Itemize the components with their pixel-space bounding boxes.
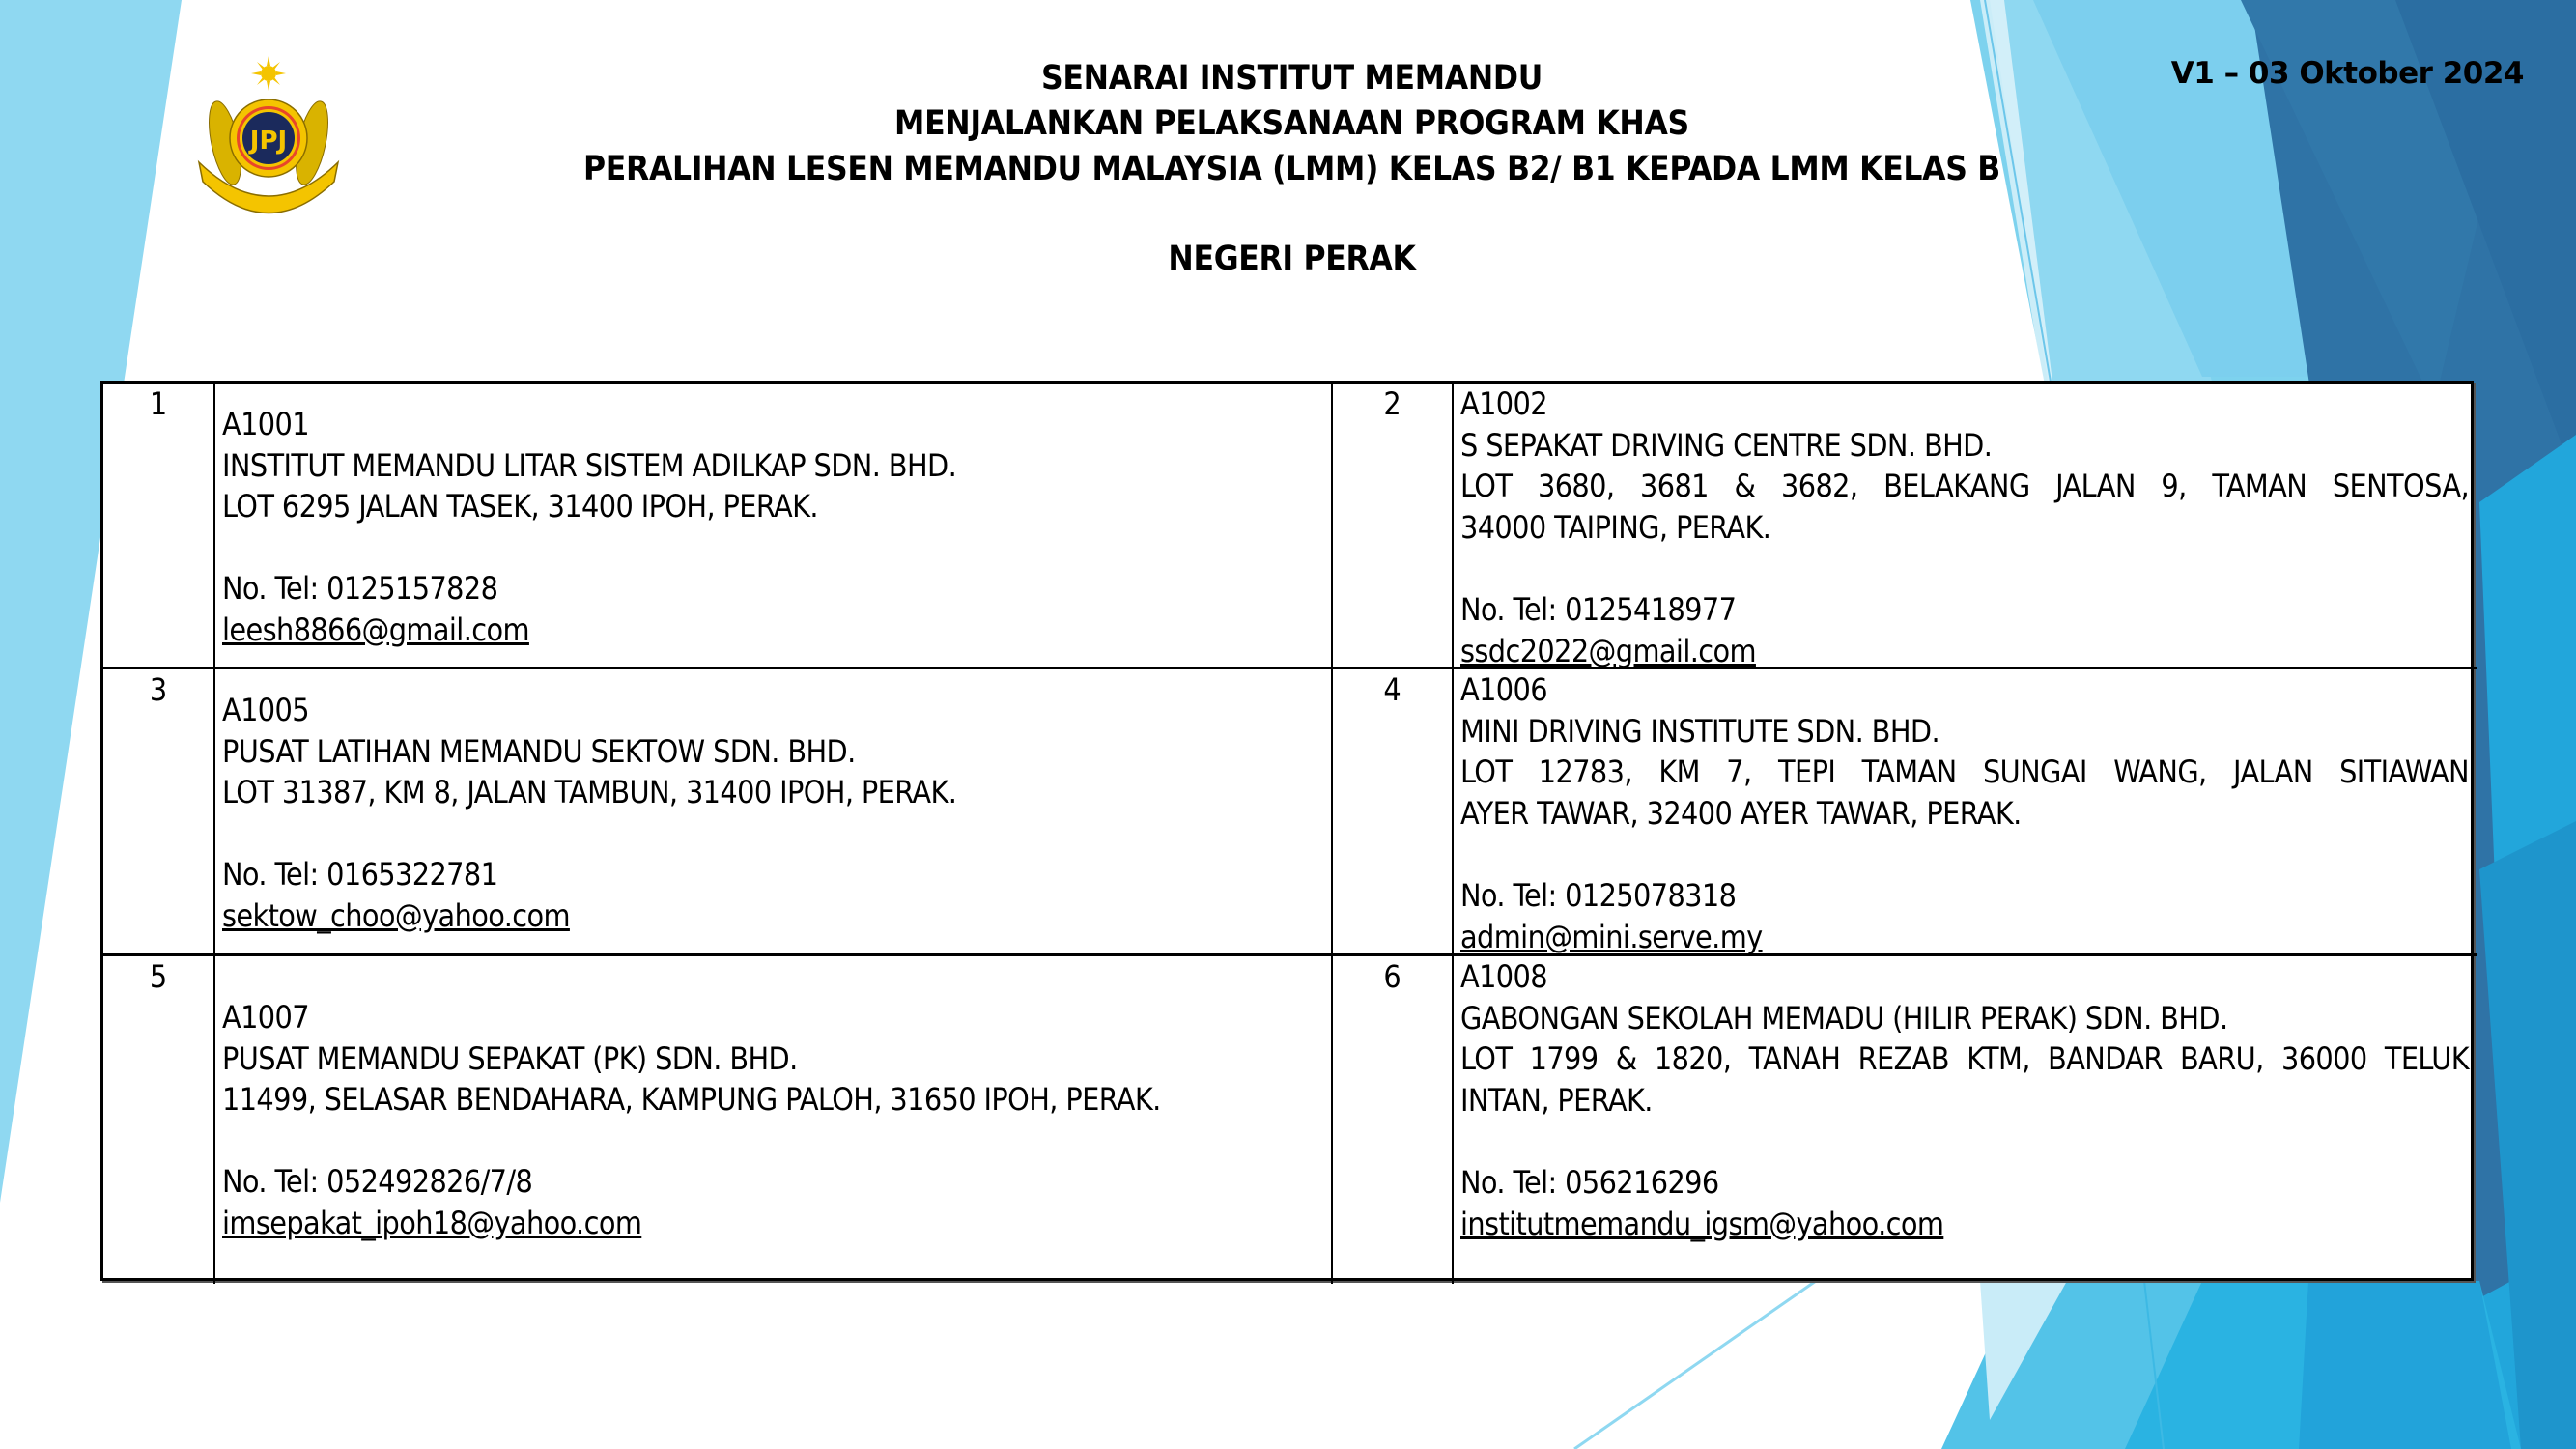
row-number-cell [1333,956,1454,1284]
institute-address: LOT 6295 JALAN TASEK, 31400 IPOH, PERAK. [222,488,818,526]
institute-code: A1006 [1460,671,1547,708]
jpj-crest-icon [182,46,355,220]
institute-name: MINI DRIVING INSTITUTE SDN. BHD. [1460,712,1940,750]
title-line-1: SENARAI INSTITUT MEMANDU [1040,59,1543,98]
row-number: 4 [1383,671,1401,708]
row-number-cell [103,669,215,956]
institute-code: A1002 [1460,385,1547,422]
institute-name: GABONGAN SEKOLAH MEMADU (HILIR PERAK) SDN. BHD. [1460,999,2228,1037]
row-number: 3 [149,671,168,708]
institute-name: PUSAT LATIHAN MEMANDU SEKTOW SDN. BHD. [222,732,856,770]
institute-address: 11499, SELASAR BENDAHARA, KAMPUNG PALOH, 31650 IPOH, PERAK. [222,1081,1161,1119]
institute-code: A1001 [222,406,309,442]
version-date: V1 – 03 Oktober 2024 [2170,56,2524,91]
row-number-cell [1333,669,1454,956]
institute-name: PUSAT MEMANDU SEPAKAT (PK) SDN. BHD. [222,1039,798,1077]
institute-code: A1007 [222,999,309,1036]
institute-phone: No. Tel: 0125418977 [1460,590,1737,628]
institute-phone: No. Tel: 0165322781 [222,856,498,894]
institute-email-link[interactable]: imsepakat_ipoh18@yahoo.com [222,1204,642,1241]
row-number: 5 [149,958,168,995]
institute-entry [1454,956,2477,1284]
svg-text:JPJ: JPJ [249,127,288,156]
state-heading: NEGERI PERAK [1168,240,1416,278]
institute-address-cont: 34000 TAIPING, PERAK. [1460,508,1771,546]
institute-email-link[interactable]: sektow_choo@yahoo.com [222,896,570,934]
institute-phone: No. Tel: 0125157828 [222,570,498,608]
institute-email-link[interactable]: admin@mini.serve.my [1460,918,1763,955]
institute-code: A1008 [1460,958,1547,995]
institute-entry [1454,669,2477,956]
institute-phone: No. Tel: 0125078318 [1460,876,1737,914]
row-number-cell [1333,384,1454,669]
institute-address: LOT 3680, 3681 & 3682, BELAKANG JALAN 9, TAMAN SENTOSA, [1460,468,2469,505]
institute-address-cont: INTAN, PERAK. [1460,1081,1653,1119]
row-number: 2 [1383,385,1401,422]
document-title-block [406,56,2178,282]
institute-address-cont: AYER TAWAR, 32400 AYER TAWAR, PERAK. [1460,794,2022,832]
institute-email-link[interactable]: ssdc2022@gmail.com [1460,632,1756,669]
institute-table [100,381,2474,1281]
institute-phone: No. Tel: 052492826/7/8 [222,1163,533,1201]
jpj-crest-logo [182,46,355,220]
title-line-3: PERALIHAN LESEN MEMANDU MALAYSIA (LMM) KELAS B2/ B1 KEPADA LMM KELAS B [583,150,2000,188]
institute-entry [215,669,1333,956]
institute-code: A1005 [222,692,309,728]
institute-email-link[interactable]: leesh8866@gmail.com [222,611,529,648]
row-number-cell [103,956,215,1284]
institute-name: INSTITUT MEMANDU LITAR SISTEM ADILKAP SDN. BHD. [222,446,957,484]
institute-phone: No. Tel: 056216296 [1460,1163,1719,1201]
institute-address: LOT 12783, KM 7, TEPI TAMAN SUNGAI WANG, JALAN SITIAWAN [1460,753,2469,791]
institute-entry [1454,384,2477,669]
row-number: 1 [149,385,168,422]
institute-address: LOT 31387, KM 8, JALAN TAMBUN, 31400 IPOH, PERAK. [222,774,957,811]
institute-entry [215,384,1333,669]
row-number-cell [103,384,215,669]
institute-name: S SEPAKAT DRIVING CENTRE SDN. BHD. [1460,426,1993,464]
institute-address: LOT 1799 & 1820, TANAH REZAB KTM, BANDAR BARU, 36000 TELUK [1460,1040,2469,1078]
title-line-2: MENJALANKAN PELAKSANAAN PROGRAM KHAS [894,104,1689,143]
institute-entry [215,956,1333,1284]
row-number: 6 [1383,958,1401,995]
institute-email-link[interactable]: institutmemandu_igsm@yahoo.com [1460,1205,1944,1242]
